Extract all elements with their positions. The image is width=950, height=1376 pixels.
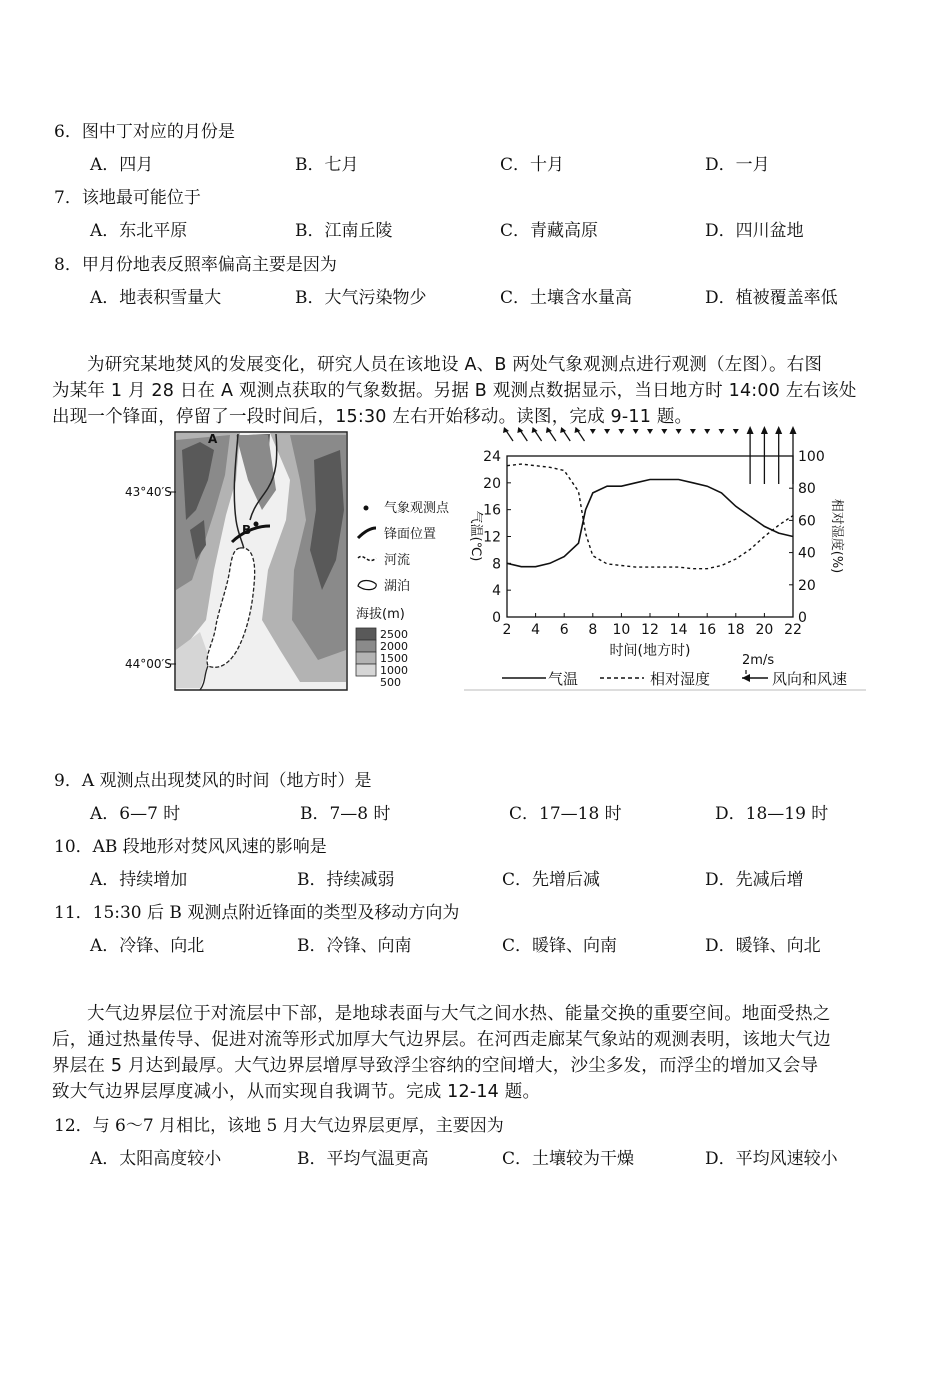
y-left-axis-label: 气温(℃) [468, 510, 483, 562]
legend-station-label: 气象观测点 [384, 501, 450, 516]
wind-arrowhead [761, 426, 768, 434]
question-11: 11．15:30 后 B 观测点附近锋面的类型及移动方向为 [54, 903, 460, 923]
figure-map-and-chart [0, 420, 950, 700]
option-b: B．江南丘陵 [295, 221, 393, 241]
y-left-tick-label: 20 [483, 475, 501, 492]
option-b: B．大气污染物少 [295, 288, 427, 308]
elev-level-label: 1000 [380, 664, 408, 677]
y-right-tick-label: 100 [798, 449, 825, 465]
wind-calm-mark [704, 429, 710, 434]
legend-humidity-label: 相对湿度 [650, 670, 711, 688]
option-c: C．青藏高原 [500, 221, 599, 241]
x-tick-label: 8 [588, 622, 598, 638]
station-b [254, 522, 259, 527]
elev-swatch [356, 664, 376, 676]
option-b: B．平均气温更高 [297, 1149, 429, 1169]
x-tick-label: 14 [669, 622, 688, 638]
wind-arrowhead [503, 427, 509, 433]
x-tick-label: 10 [612, 622, 631, 638]
question-9: 9．A 观测点出现焚风的时间（地方时）是 [54, 771, 372, 791]
passage-line: 为某年 1 月 28 日在 A 观测点获取的气象数据。另据 B 观测点数据显示，当日地方时 14:00 左右该处 [52, 381, 857, 401]
chart-ticks [483, 449, 825, 638]
y-left-tick-label: 12 [483, 529, 501, 546]
passage-foehn [52, 352, 898, 430]
option-d: D．四川盆地 [705, 221, 804, 241]
wind-calm-mark [733, 429, 739, 434]
x-tick-label: 20 [755, 622, 774, 638]
option-d: D．植被覆盖率低 [705, 288, 838, 308]
wind-arrowhead [560, 427, 566, 433]
wind-arrowhead [790, 426, 797, 434]
option-a: A．冷锋、向北 [90, 936, 205, 956]
wind-calm-mark [604, 429, 610, 434]
elev-level-label: 500 [380, 676, 401, 689]
passage-line: 出现一个锋面，停留了一段时间后，15:30 左右开始移动。读图，完成 9-11 题。 [52, 407, 693, 427]
question-7: 7．该地最可能位于 [54, 188, 201, 208]
question-12: 12．与 6～7 月相比，该地 5 月大气边界层更厚，主要因为 [54, 1116, 504, 1136]
question-8: 8．甲月份地表反照率偏高主要是因为 [54, 255, 337, 275]
option-a: A．太阳高度较小 [90, 1149, 222, 1169]
temperature-line [507, 480, 793, 567]
terrain-map [125, 432, 347, 690]
wind-calm-mark [633, 429, 639, 434]
question-10: 10．AB 段地形对焚风风速的影响是 [54, 837, 327, 857]
x-tick-label: 6 [559, 622, 569, 638]
legend-elev-title: 海拔(m) [356, 607, 405, 622]
point-b-label: B [242, 523, 252, 537]
wind-calm-mark [719, 429, 725, 434]
wind-calm-mark [590, 429, 596, 434]
x-tick-label: 22 [784, 622, 802, 638]
option-c: C．土壤含水量高 [500, 288, 633, 308]
elev-swatch [356, 640, 376, 652]
option-c: C．土壤较为干燥 [502, 1149, 635, 1169]
option-d: D．平均风速较小 [705, 1149, 838, 1169]
option-a: A．地表积雪量大 [90, 288, 222, 308]
lake-legend-icon [358, 581, 376, 590]
y-right-tick-label: 60 [798, 513, 816, 530]
elev-level-label: 2000 [380, 640, 408, 653]
wind-calm-mark [618, 429, 624, 434]
y-right-tick-label: 80 [798, 481, 816, 498]
passage-line: 界层在 5 月达到最厚。大气边界层增厚导致浮尘容纳的空间增大，沙尘多发，而浮尘的增加又会导 [52, 1056, 819, 1076]
passage-line: 致大气边界层厚度减小，从而实现自我调节。完成 12-14 题。 [52, 1082, 541, 1102]
elev-level-label: 1500 [380, 652, 408, 665]
river-legend-icon [358, 556, 376, 560]
wind-arrowhead [546, 427, 552, 433]
station-legend-icon [364, 506, 369, 511]
option-b: B．冷锋、向南 [297, 936, 412, 956]
front-legend-icon [358, 528, 376, 538]
passage-line: 为研究某地焚风的发展变化，研究人员在该地设 A、B 两处气象观测点进行观测（左图）。右图 [87, 355, 823, 375]
option-a: A．四月 [90, 155, 154, 175]
option-d: D．一月 [705, 155, 770, 175]
y-left-tick-label: 24 [483, 449, 501, 465]
option-a: A．持续增加 [90, 870, 188, 890]
option-c: C．十月 [500, 155, 565, 175]
elev-swatch [356, 628, 376, 640]
option-a: A．6—7 时 [90, 804, 181, 824]
legend-wind-arrowhead [742, 674, 750, 682]
legend-lake-label: 湖泊 [384, 579, 411, 594]
wind-arrowhead [575, 427, 581, 433]
y-left-tick-label: 4 [492, 583, 501, 600]
point-a-label: A [208, 432, 218, 446]
lat-bottom-label: 44°00′S [125, 657, 172, 671]
wind-calm-mark [661, 429, 667, 434]
option-a: A．东北平原 [90, 221, 188, 241]
y-left-tick-label: 16 [483, 502, 501, 519]
option-b: B．7—8 时 [300, 804, 391, 824]
option-d: D．18—19 时 [715, 804, 829, 824]
option-c: C．先增后减 [502, 870, 601, 890]
wind-arrowhead [775, 426, 782, 434]
wind-arrowhead [517, 427, 523, 433]
y-right-tick-label: 0 [798, 610, 807, 626]
weather-chart [464, 426, 866, 690]
x-tick-label: 12 [641, 622, 659, 638]
y-left-tick-label: 0 [492, 610, 501, 626]
wind-arrowhead [532, 427, 538, 433]
legend-wind-label: 风向和风速 [772, 670, 848, 688]
lat-top-label: 43°40′S [125, 485, 172, 499]
elev-swatch [356, 652, 376, 664]
option-d: D．暖锋、向北 [705, 936, 821, 956]
x-axis-label: 时间(地方时) [609, 643, 691, 659]
wind-arrowhead [747, 426, 754, 434]
option-c: C．暖锋、向南 [502, 936, 618, 956]
x-tick-label: 4 [531, 622, 541, 638]
wind-calm-mark [676, 429, 682, 434]
map-legend [356, 500, 450, 689]
x-tick-label: 18 [726, 622, 745, 638]
wind-calm-mark [690, 429, 696, 434]
option-d: D．先减后增 [705, 870, 804, 890]
passage-line: 大气边界层位于对流层中下部，是地球表面与大气之间水热、能量交换的重要空间。地面受热之 [87, 1004, 831, 1024]
legend-temp-label: 气温 [548, 670, 579, 688]
y-left-tick-label: 8 [492, 556, 501, 573]
x-tick-label: 16 [698, 622, 717, 638]
x-tick-label: 2 [502, 622, 512, 638]
passage-boundary-layer [52, 1001, 898, 1105]
wind-scale-label: 2m/s [742, 653, 775, 668]
legend-front-label: 锋面位置 [384, 527, 437, 542]
wind-calm-mark [647, 429, 653, 434]
y-right-tick-label: 20 [798, 577, 816, 594]
chart-wind [503, 426, 797, 484]
y-right-tick-label: 40 [798, 545, 816, 562]
question-6: 6．图中丁对应的月份是 [54, 122, 235, 142]
option-c: C．17—18 时 [509, 804, 622, 824]
y-right-axis-label: 相对湿度(%) [829, 498, 844, 574]
legend-river-label: 河流 [384, 553, 411, 568]
option-b: B．七月 [295, 155, 359, 175]
passage-line: 后，通过热量传导、促进对流等形式加厚大气边界层。在河西走廊某气象站的观测表明，该地大气边 [52, 1030, 831, 1050]
elev-level-label: 2500 [380, 628, 408, 641]
option-b: B．持续减弱 [297, 870, 395, 890]
